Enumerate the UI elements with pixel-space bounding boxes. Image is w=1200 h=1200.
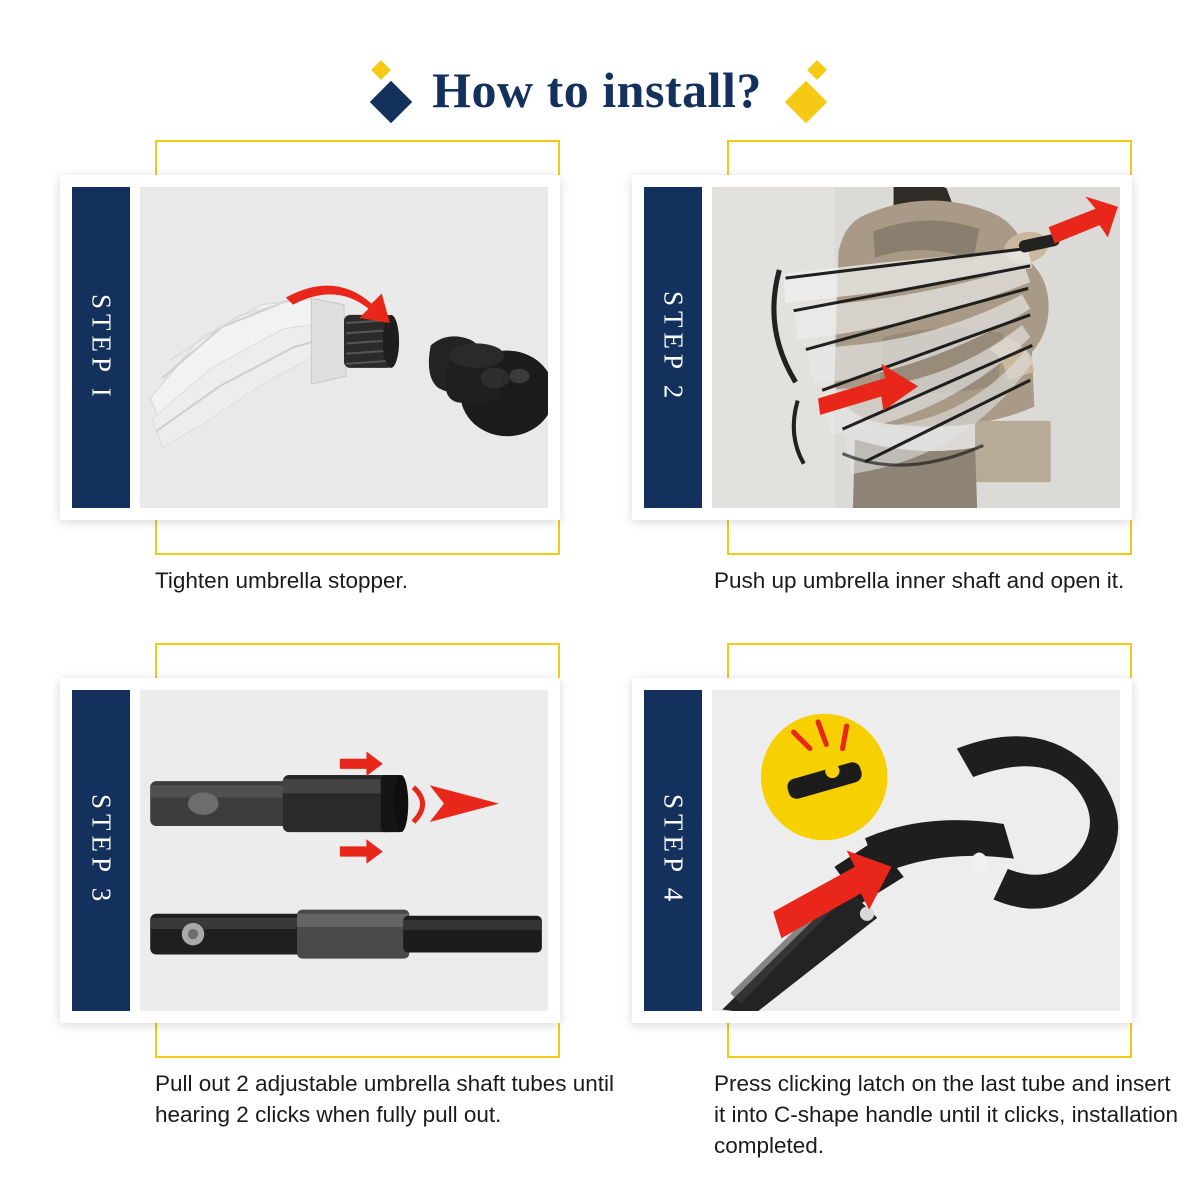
step-3-photo-card	[60, 678, 560, 1023]
step-card-4	[632, 643, 1187, 1158]
steps-row-1	[0, 140, 1200, 593]
step-card-2	[632, 140, 1187, 593]
step-2-image	[712, 187, 1120, 508]
title-decoration-left	[376, 63, 406, 117]
steps-grid	[0, 140, 1200, 1158]
diamond-small-gold-icon	[371, 60, 391, 80]
diamond-gold-icon	[785, 81, 827, 123]
step-4-photo-card	[632, 678, 1132, 1023]
title-decoration-right	[788, 63, 824, 117]
step-2-tab	[644, 187, 702, 508]
step-2-photo-card	[632, 175, 1132, 520]
step-1-caption: Tighten umbrella stopper.	[155, 568, 409, 593]
step-card-1	[60, 140, 615, 593]
page-title-row	[0, 50, 1200, 130]
step-4-tab-label: STEP 4	[658, 794, 689, 907]
page-title: How to install?	[432, 62, 762, 118]
diamond-small-gold-icon-2	[807, 60, 827, 80]
step-4-tab	[644, 690, 702, 1011]
step-2-tab-label: STEP 2	[658, 291, 689, 404]
step-card-3	[60, 643, 615, 1127]
step-1-tab-label: STEP I	[86, 293, 117, 402]
step-2-caption: Push up umbrella inner shaft and open it.	[714, 568, 1125, 593]
step-1-tab	[72, 187, 130, 508]
step-4-image	[712, 690, 1120, 1011]
step-4-caption: Press clicking latch on the last tube and insert it into C-shape handle until it clicks, installation completed.	[714, 1071, 1178, 1158]
step-3-caption: Pull out 2 adjustable umbrella shaft tubes until hearing 2 clicks when fully pull out.	[155, 1071, 615, 1127]
step-1-image	[140, 187, 548, 508]
step-1-photo-card	[60, 175, 560, 520]
step-3-image	[140, 690, 548, 1011]
steps-row-2	[0, 643, 1200, 1158]
diamond-navy-icon	[370, 81, 412, 123]
step-3-tab	[72, 690, 130, 1011]
step-3-tab-label: STEP 3	[86, 794, 117, 907]
